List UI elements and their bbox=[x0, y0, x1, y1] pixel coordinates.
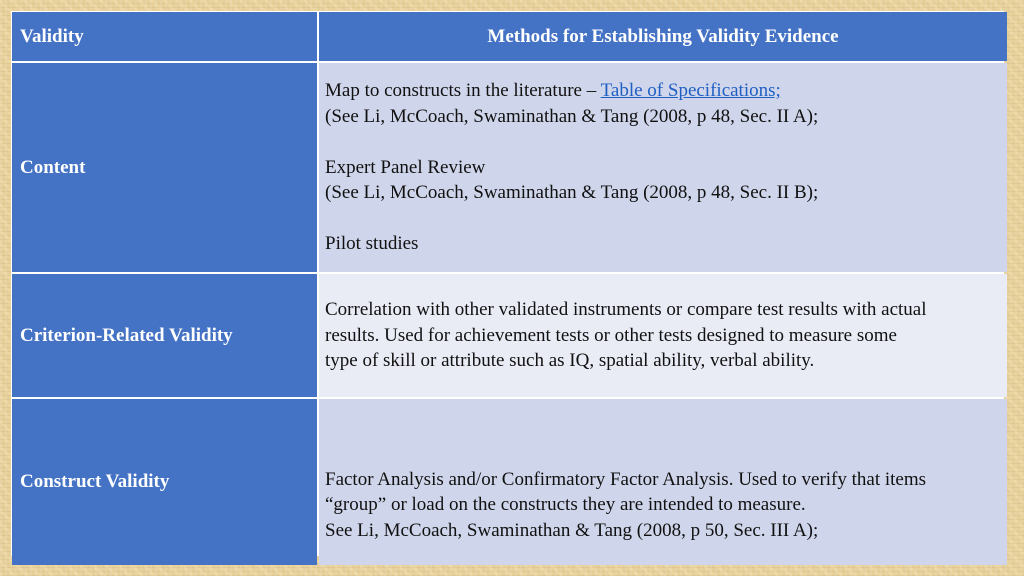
header-validity: Validity bbox=[12, 12, 317, 61]
validity-table bbox=[11, 11, 1004, 556]
row-label-construct: Construct Validity bbox=[12, 399, 317, 565]
row-methods-content bbox=[319, 63, 1007, 272]
criterion-line-1: Correlation with other validated instruments or compare test results with actual bbox=[325, 299, 927, 321]
table-of-specifications-link[interactable]: Table of Specifications; bbox=[600, 80, 781, 102]
content-line-1: Map to constructs in the literature – Table of Specifications; bbox=[325, 80, 781, 102]
content-line-3: Expert Panel Review bbox=[325, 156, 486, 178]
construct-line-1: Factor Analysis and/or Confirmatory Factor Analysis. Used to verify that items bbox=[325, 468, 927, 490]
content-line-5: Pilot studies bbox=[325, 233, 419, 255]
construct-line-2: “group” or load on the constructs they are intended to measure. bbox=[325, 494, 806, 516]
content-line-2: (See Li, McCoach, Swaminathan & Tang (2008, p 48, Sec. II A); bbox=[325, 105, 819, 127]
row-methods-construct bbox=[319, 399, 1007, 565]
row-methods-criterion bbox=[319, 274, 1007, 397]
header-methods: Methods for Establishing Validity Evidence bbox=[319, 12, 1007, 61]
content-line-4: (See Li, McCoach, Swaminathan & Tang (2008, p 48, Sec. II B); bbox=[325, 182, 819, 204]
criterion-line-2: results. Used for achievement tests or other tests designed to measure some bbox=[325, 324, 897, 346]
construct-line-3: See Li, McCoach, Swaminathan & Tang (2008, p 50, Sec. III A); bbox=[325, 519, 819, 541]
row-label-criterion: Criterion-Related Validity bbox=[12, 274, 317, 397]
row-label-content: Content bbox=[12, 63, 317, 272]
criterion-line-3: type of skill or attribute such as IQ, spatial ability, verbal ability. bbox=[325, 350, 815, 372]
